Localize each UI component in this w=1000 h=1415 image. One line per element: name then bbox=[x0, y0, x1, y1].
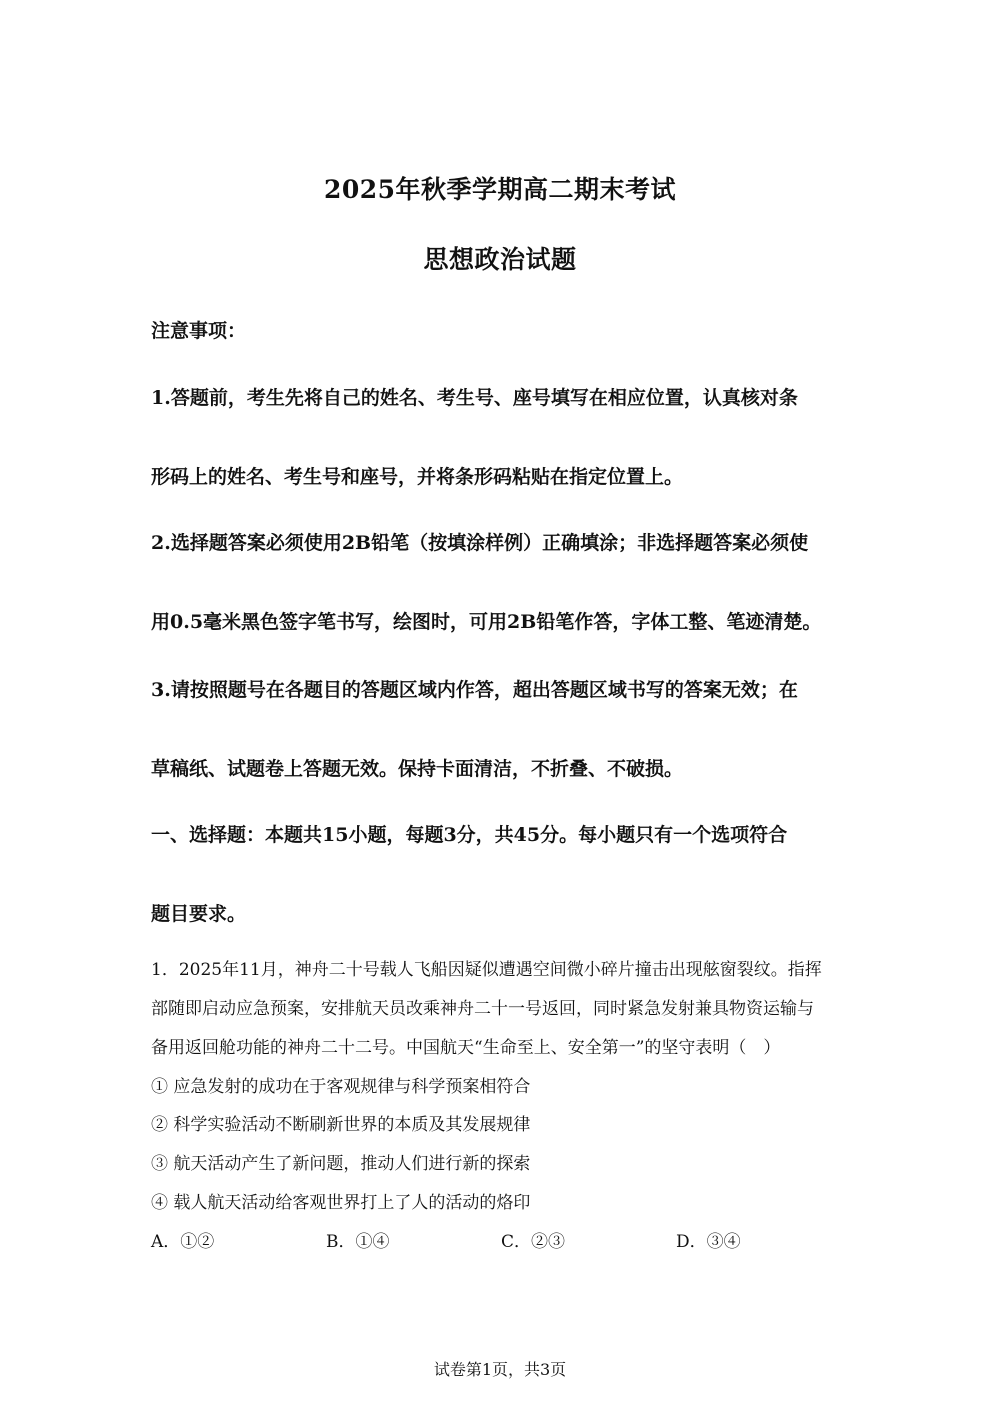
page-footer: 试卷第1页，共3页 bbox=[433, 1360, 567, 1379]
question-stem: 1．2025年11月，神舟二十号载人飞船因疑似遭遇空间微小碎片撞击出现舷窗裂纹。指挥 bbox=[151, 960, 822, 980]
section-heading: 一、选择题：本题共15小题，每题3分，共45分。每小题只有一个选项符合 bbox=[151, 824, 788, 846]
notice-line: 形码上的姓名、考生号和座号，并将条形码粘贴在指定位置上。 bbox=[151, 466, 684, 488]
notice-line: 2.选择题答案必须使用2B铅笔（按填涂样例）正确填涂；非选择题答案必须使 bbox=[151, 532, 809, 554]
option-d: D．③④ bbox=[676, 1232, 741, 1252]
option-c: C．②③ bbox=[501, 1232, 566, 1252]
question-stem: 部随即启动应急预案，安排航天员改乘神舟二十一号返回，同时紧急发射兼具物资运输与 bbox=[151, 999, 814, 1019]
statement-4: ④ 载人航天活动给客观世界打上了人的活动的烙印 bbox=[151, 1193, 531, 1213]
statement-2: ② 科学实验活动不断刷新世界的本质及其发展规律 bbox=[151, 1115, 531, 1135]
statement-1: ① 应急发射的成功在于客观规律与科学预案相符合 bbox=[151, 1077, 531, 1097]
notice-line: 用0.5毫米黑色签字笔书写，绘图时，可用2B铅笔作答，字体工整、笔迹清楚。 bbox=[151, 611, 822, 633]
exam-title: 2025年秋季学期高二期末考试 bbox=[323, 175, 677, 204]
notice-line: 1.答题前，考生先将自己的姓名、考生号、座号填写在相应位置，认真核对条 bbox=[151, 387, 798, 409]
notice-line: 3.请按照题号在各题目的答题区域内作答，超出答题区域书写的答案无效；在 bbox=[151, 679, 798, 701]
question-stem: 备用返回舱功能的神舟二十二号。中国航天“生命至上、安全第一”的坚守表明（ ） bbox=[151, 1038, 781, 1058]
notice-line: 草稿纸、试题卷上答题无效。保持卡面清洁，不折叠、不破损。 bbox=[151, 758, 684, 780]
option-b: B．①④ bbox=[326, 1232, 390, 1252]
section-heading: 题目要求。 bbox=[151, 903, 247, 925]
statement-3: ③ 航天活动产生了新问题，推动人们进行新的探索 bbox=[151, 1154, 531, 1174]
option-a: A．①② bbox=[151, 1232, 215, 1252]
exam-subtitle: 思想政治试题 bbox=[423, 245, 577, 274]
notice-heading: 注意事项： bbox=[151, 320, 247, 342]
